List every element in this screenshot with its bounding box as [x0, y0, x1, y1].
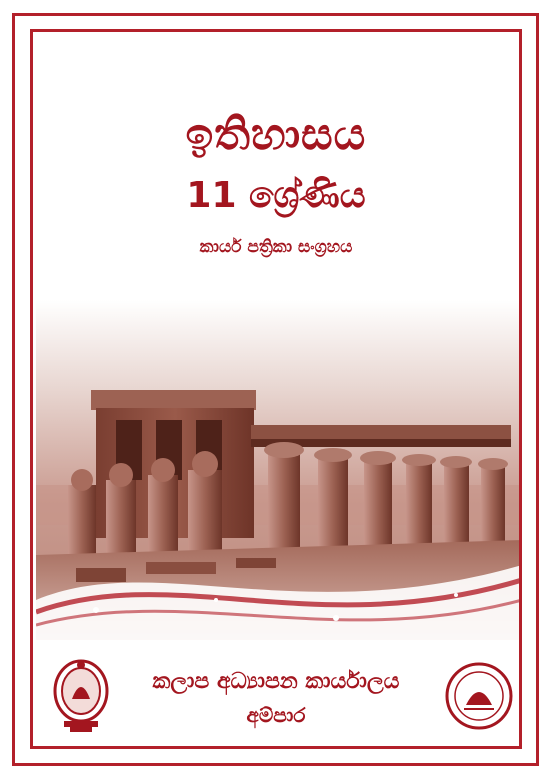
subtitle: කාර්ය පත්‍රිකා සංග්‍රහය	[199, 237, 353, 257]
temple-photo	[36, 300, 522, 640]
grade-label: 11 ශ්‍රේණිය	[186, 175, 366, 216]
temple-roof	[91, 390, 256, 410]
office-name: කලාප අධ්‍යාපන කාර්යාලය	[152, 669, 400, 694]
place-name: අම්පාර	[246, 703, 306, 727]
book-title: ඉතිහාසය	[185, 109, 367, 160]
office-seal-icon	[444, 661, 514, 731]
cover-page	[30, 29, 522, 749]
